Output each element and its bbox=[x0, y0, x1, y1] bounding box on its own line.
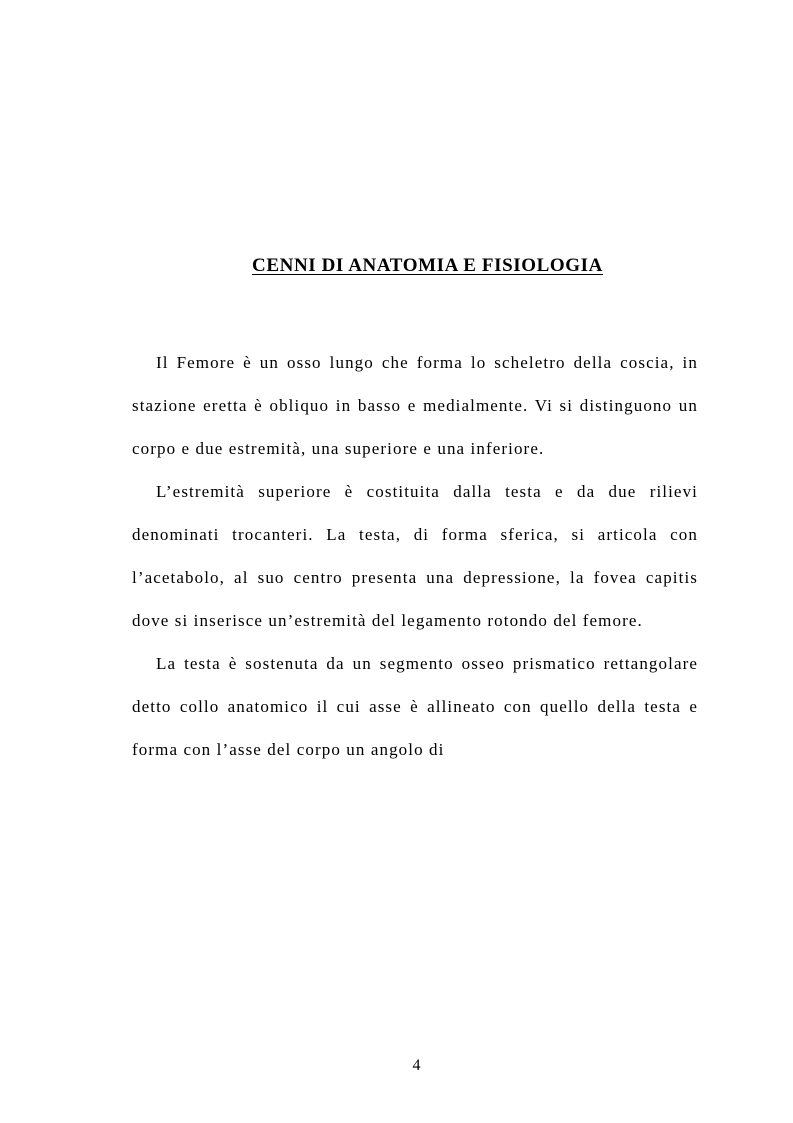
paragraph: Il Femore è un osso lungo che forma lo scheletro della coscia, in stazione eretta è obliquo in basso e medialmente. Vi si distinguono un corpo e due estremità, una superiore e una inferiore. bbox=[132, 353, 698, 458]
page-title: CENNI DI ANATOMIA E FISIOLOGIA bbox=[252, 255, 603, 276]
body-text bbox=[132, 341, 698, 771]
page-number: 4 bbox=[412, 1057, 421, 1074]
paragraph: L’estremità superiore è costituita dalla testa e da due rilievi denominati trocanteri. La testa, di forma sferica, si articola con l’acetabolo, al suo centro presenta una depressione, la fovea capitis dove si inserisce un’estremità del legamento rotondo del femore. bbox=[132, 482, 698, 630]
paragraph: La testa è sostenuta da un segmento osseo prismatico rettangolare detto collo anatomico il cui asse è allineato con quello della testa e forma con l’asse del corpo un angolo di bbox=[132, 654, 698, 759]
